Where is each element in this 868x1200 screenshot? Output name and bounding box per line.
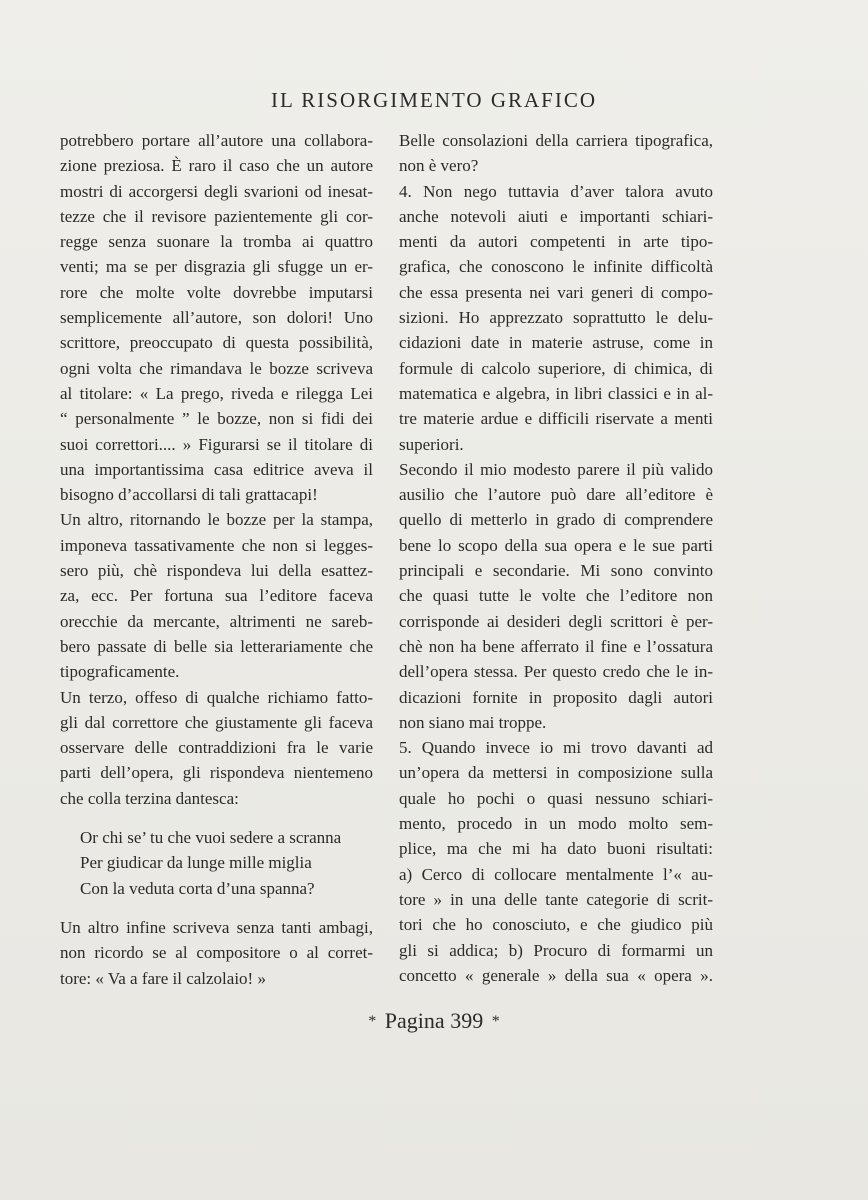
text-line: grafica, che conoscono le infinite difficoltà — [399, 257, 713, 277]
text-line: Secondo il mio modesto parere il più valido — [399, 459, 713, 479]
text-line: za, ecc. Per fortuna sua l’editore faceva — [60, 586, 373, 606]
text-line: bene lo scopo della sua opera e le sue parti — [399, 535, 713, 555]
text-line: superiori. — [399, 434, 464, 454]
text-line: dell’opera stessa. Per questo credo che le in- — [399, 662, 713, 682]
text-line: gli si addica; b) Procuro di formarmi un — [399, 940, 713, 960]
verse-gap-bottom — [60, 901, 373, 915]
text-line: sizioni. Ho apprezzato soprattutto le delu- — [399, 308, 713, 328]
text-line: venti; ma se per disgrazia gli sfugge un er- — [60, 257, 373, 277]
text-line: un’opera da mettersi in composizione sulla — [399, 763, 713, 783]
text-line: semplicemente all’autore, son dolori! Uno — [60, 308, 373, 328]
text-line: anche notevoli aiuti e importanti schiari- — [399, 206, 713, 226]
text-line: potrebbero portare all’autore una collabora- — [60, 131, 373, 150]
text-line: tezze che il revisore pazientemente gli cor- — [60, 206, 373, 226]
text-line: quello di metterlo in grado di comprendere — [399, 510, 713, 530]
text-line: zione preziosa. È raro il caso che un autore — [60, 156, 373, 176]
text-line: regge senza suonare la tromba ai quattro — [60, 232, 373, 252]
footer-star-right: * — [491, 1013, 500, 1030]
verse-line: Or chi se’ tu che vuoi sedere a scranna — [80, 828, 342, 848]
text-line: imponeva tassativamente che non si legges- — [60, 535, 373, 555]
text-line: tore » in una delle tante categorie di scrit- — [399, 889, 713, 909]
running-head: IL RISORGIMENTO GRAFICO — [270, 88, 597, 112]
text-line: Un terzo, offeso di qualche richiamo fatto- — [60, 687, 373, 707]
page-number: 399 — [450, 1008, 484, 1033]
text-line: a) Cerco di collocare mentalmente l’« au- — [399, 864, 713, 884]
text-line: menti da autori competenti in arte tipo- — [399, 232, 713, 252]
left-column-body — [60, 128, 373, 811]
text-line: concetto « generale » della sua « opera ». — [399, 965, 713, 985]
text-line: matematica e algebra, in libri classici e in al- — [399, 383, 713, 403]
text-line: cidazioni date in materie astruse, come in — [399, 333, 713, 353]
text-line: tre materie ardue e difficili riservate a menti — [399, 409, 713, 429]
text-line: che colla terzina dantesca: — [60, 788, 239, 808]
text-line: al titolare: « La prego, riveda e rilegga Lei — [60, 383, 373, 403]
text-line: scrittore, preoccupato di questa possibilità, — [60, 333, 373, 353]
text-line: suoi correttori.... » Figurarsi se il titolare di — [60, 434, 373, 454]
text-line: mento, procedo in un modo molto sem- — [399, 814, 713, 834]
text-line: Belle consolazioni della carriera tipografica, — [399, 131, 713, 150]
text-line: rore che molte volte dovrebbe imputarsi — [60, 282, 373, 302]
text-line: bisogno d’accollarsi di tali grattacapi! — [60, 485, 318, 505]
text-line: tipograficamente. — [60, 662, 180, 682]
text-line: “ personalmente ” le bozze, non si fidi dei — [60, 409, 373, 429]
footer-label: Pagina — [384, 1008, 445, 1033]
footer-star-left: * — [368, 1013, 377, 1030]
verse-line: Con la veduta corta d’una spanna? — [80, 878, 315, 898]
page-footer — [0, 1008, 868, 1034]
left-column — [60, 128, 373, 991]
text-line: non ricordo se al compositore o al corret- — [60, 943, 373, 963]
text-line: formule di calcolo superiore, di chimica, di — [399, 358, 713, 378]
text-line: tore: « Va a fare il calzolaio! » — [60, 968, 266, 988]
text-line: che essa presenta nei vari generi di compo- — [399, 282, 713, 302]
text-line: osservare delle contraddizioni fra le varie — [60, 738, 373, 758]
right-column — [399, 128, 713, 988]
text-line: sero più, chè rispondeva lui della esattez- — [60, 561, 373, 581]
text-line: quale ho pochi o quasi nessuno schiari- — [399, 788, 713, 808]
text-line: non siano mai troppe. — [399, 712, 547, 732]
text-line: dicazioni fornite in proposito dagli autori — [399, 687, 713, 707]
text-line: non è vero? — [399, 156, 479, 176]
text-line: tori che ho conosciuto, e che giudico più — [399, 915, 713, 935]
verse-line: Per giudicar da lunge mille miglia — [80, 853, 312, 873]
text-line: ogni volta che rimandava le bozze scriveva — [60, 358, 373, 378]
text-line: orecchie da mercante, altrimenti ne sareb- — [60, 611, 373, 631]
text-line: Un altro, ritornando le bozze per la stampa, — [60, 510, 373, 530]
right-column-body — [399, 128, 713, 988]
text-line: 5. Quando invece io mi trovo davanti ad — [399, 738, 713, 758]
text-line: 4. Non nego tuttavia d’aver talora avuto — [399, 181, 713, 201]
text-line: plice, ma che mi ha dato buoni risultati: — [399, 839, 713, 859]
text-line: bero passate di belle sia letterariamente che — [60, 636, 373, 656]
text-line: che quasi tutte le volte che l’editore non — [399, 586, 713, 606]
text-line: ausilio che l’autore può dare all’editore è — [399, 485, 713, 505]
text-line: principali e secondarie. Mi sono convinto — [399, 561, 713, 581]
left-column-end — [60, 915, 373, 991]
text-line: gli dal correttore che giustamente gli faceva — [60, 712, 373, 732]
text-line: corrisponde ai desideri degli scrittori è per- — [399, 611, 713, 631]
text-line: mostri di accorgersi degli svarioni od inesat- — [60, 181, 373, 201]
dante-tercet — [80, 825, 373, 901]
verse-gap-top — [60, 811, 373, 825]
text-line: Un altro infine scriveva senza tanti ambagi, — [60, 917, 373, 937]
text-line: parti dell’opera, gli rispondeva nientemeno — [60, 763, 373, 783]
text-line: chè non ha bene afferrato il fine e l’ossatura — [399, 636, 713, 656]
text-line: una importantissima casa editrice aveva il — [60, 459, 373, 479]
